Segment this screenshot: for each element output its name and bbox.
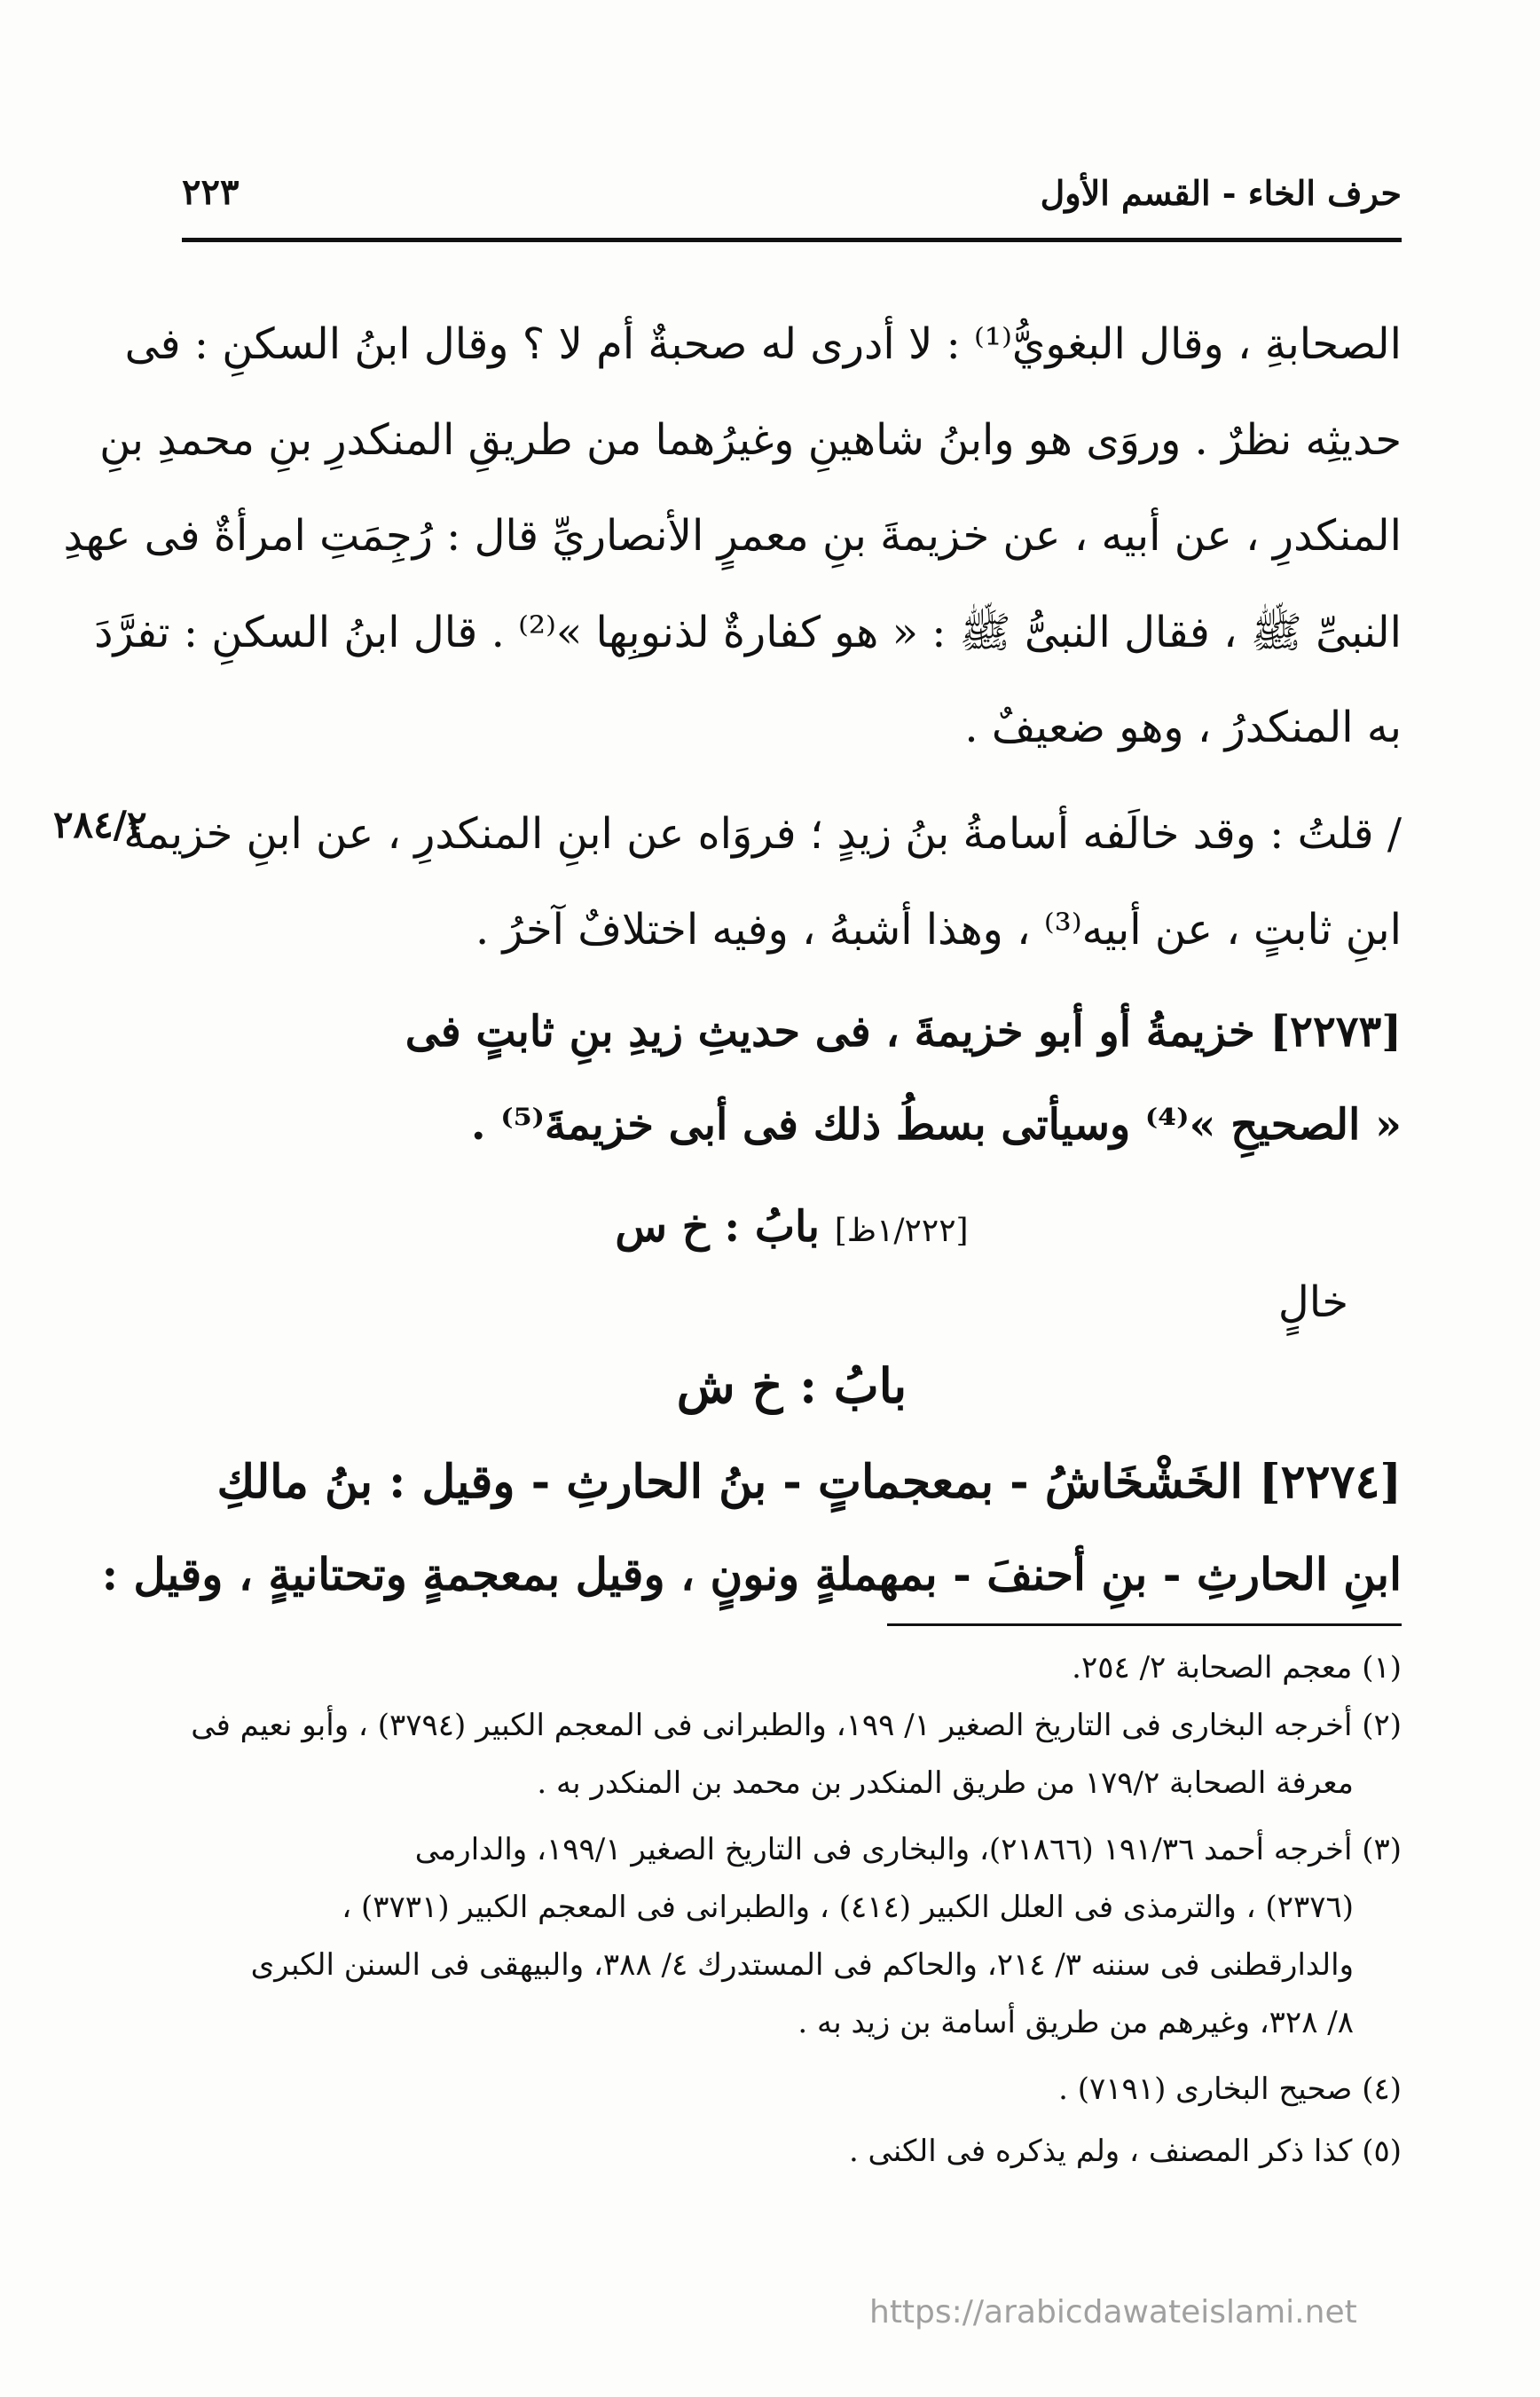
section-heading-kh-sh: بابُ : خ ش (676, 1357, 908, 1414)
text-line: حديثِه نظرٌ . وروَى هو وابنُ شاهينِ وغيرُهما من طريقِ المنكدرِ بنِ محمدِ بنِ (99, 415, 1402, 465)
footnote: (١) معجم الصحابة ٢/ ٢٥٤. (1072, 1650, 1402, 1686)
text-line: ابنِ ثابتٍ ، عن أبيه⁽³⁾ ، وهذا أشبهُ ، وفيه اختلافٌ آخرُ . (475, 905, 1402, 955)
text-line: / قلتُ : وقد خالَفه أسامةُ بنُ زيدٍ ؛ فروَاه عن ابنِ المنكدرِ ، عن ابنِ خزيمةَ (123, 809, 1402, 859)
section-heading-kh-s (182, 1202, 1402, 1252)
footnote: (٢٣٧٦) ، والترمذى فى العلل الكبير (٤١٤) ، والطبرانى فى المعجم الكبير (٣٧٣١) ، (342, 1890, 1354, 1925)
footnote: معرفة الصحابة ١٧٩/٢ من طريق المنكدر بن محمد بن المنكدر به . (537, 1765, 1354, 1801)
entry-2274-line: ابنِ الحارثِ - بنِ أحنفَ - بمهملةٍ ونونٍ ، وقيل بمعجمةٍ وتحتانيةٍ ، وقيل : (101, 1548, 1402, 1600)
header-title: حرف الخاء - القسم الأول (1040, 173, 1402, 213)
margin-volume-page-note: ٢٨٤/٢ (53, 803, 147, 846)
footnote: ٨/ ٣٢٨، وغيرهم من طريق أسامة بن زيد به . (798, 2005, 1354, 2040)
footnote: (٢) أخرجه البخارى فى التاريخ الصغير ١/ ١٩٩، والطبرانى فى المعجم الكبير (٣٧٩٤) ، وأبو نعيم فى (191, 1708, 1402, 1743)
footnote: (٥) كذا ذكر المصنف ، ولم يذكره فى الكنى . (848, 2134, 1402, 2169)
entry-2273-line: [٢٢٧٣] خزيمةُ أو أبو خزيمةَ ، فى حديثِ زيدِ بنِ ثابتٍ فى (405, 1007, 1402, 1057)
footnote: والدارقطنى فى سننه ٣/ ٢١٤، والحاكم فى المستدرك ٤/ ٣٨٨، والبيهقى فى السنن الكبرى (250, 1947, 1354, 1983)
text-line: به المنكدرُ ، وهو ضعيفٌ . (964, 703, 1402, 752)
entry-2273-line: « الصحيحِ »⁽⁴⁾ وسيأتى بسطُ ذلك فى أبى خزيمةَ⁽⁵⁾ . (470, 1100, 1402, 1150)
text-line: الصحابةِ ، وقال البغويُّ⁽¹⁾ : لا أدرى له صحبةٌ أم لا ؟ وقال ابنُ السكنِ : فى (124, 319, 1402, 369)
footnote: (٣) أخرجه أحمد ١٩١/٣٦ (٢١٨٦٦)، والبخارى فى التاريخ الصغير ١٩٩/١، والدارمى (414, 1832, 1402, 1867)
footnote: (٤) صحيح البخارى (٧١٩١) . (1058, 2071, 1402, 2107)
watermark-url: https://arabicdawateislami.net (869, 2294, 1357, 2330)
footnote-rule (887, 1623, 1402, 1626)
entry-2274-line: [٢٢٧٤] الخَشْخَاشُ - بمعجماتٍ - بنُ الحارثِ - وقيل : بنُ مالكِ (216, 1455, 1402, 1509)
running-header (182, 151, 1402, 213)
section-title: بابُ : خ س (615, 1202, 820, 1252)
text-line: المنكدرِ ، عن أبيه ، عن خزيمةَ بنِ معمرٍ الأنصاريِّ قال : رُجِمَتِ امرأةٌ فى عهدِ (63, 511, 1402, 561)
page-number: ٢٢٣ (182, 171, 240, 213)
folio-reference: [١/٢٢٢ظ] (834, 1213, 969, 1249)
khal-entry: خالٍ (1277, 1277, 1348, 1327)
text-line: النبىِّ ﷺ ، فقال النبىُّ ﷺ : « هو كفارةٌ لذنوبِها »⁽²⁾ . قال ابنُ السكنِ : تفرَّدَ (94, 608, 1402, 657)
header-rule (182, 238, 1402, 242)
